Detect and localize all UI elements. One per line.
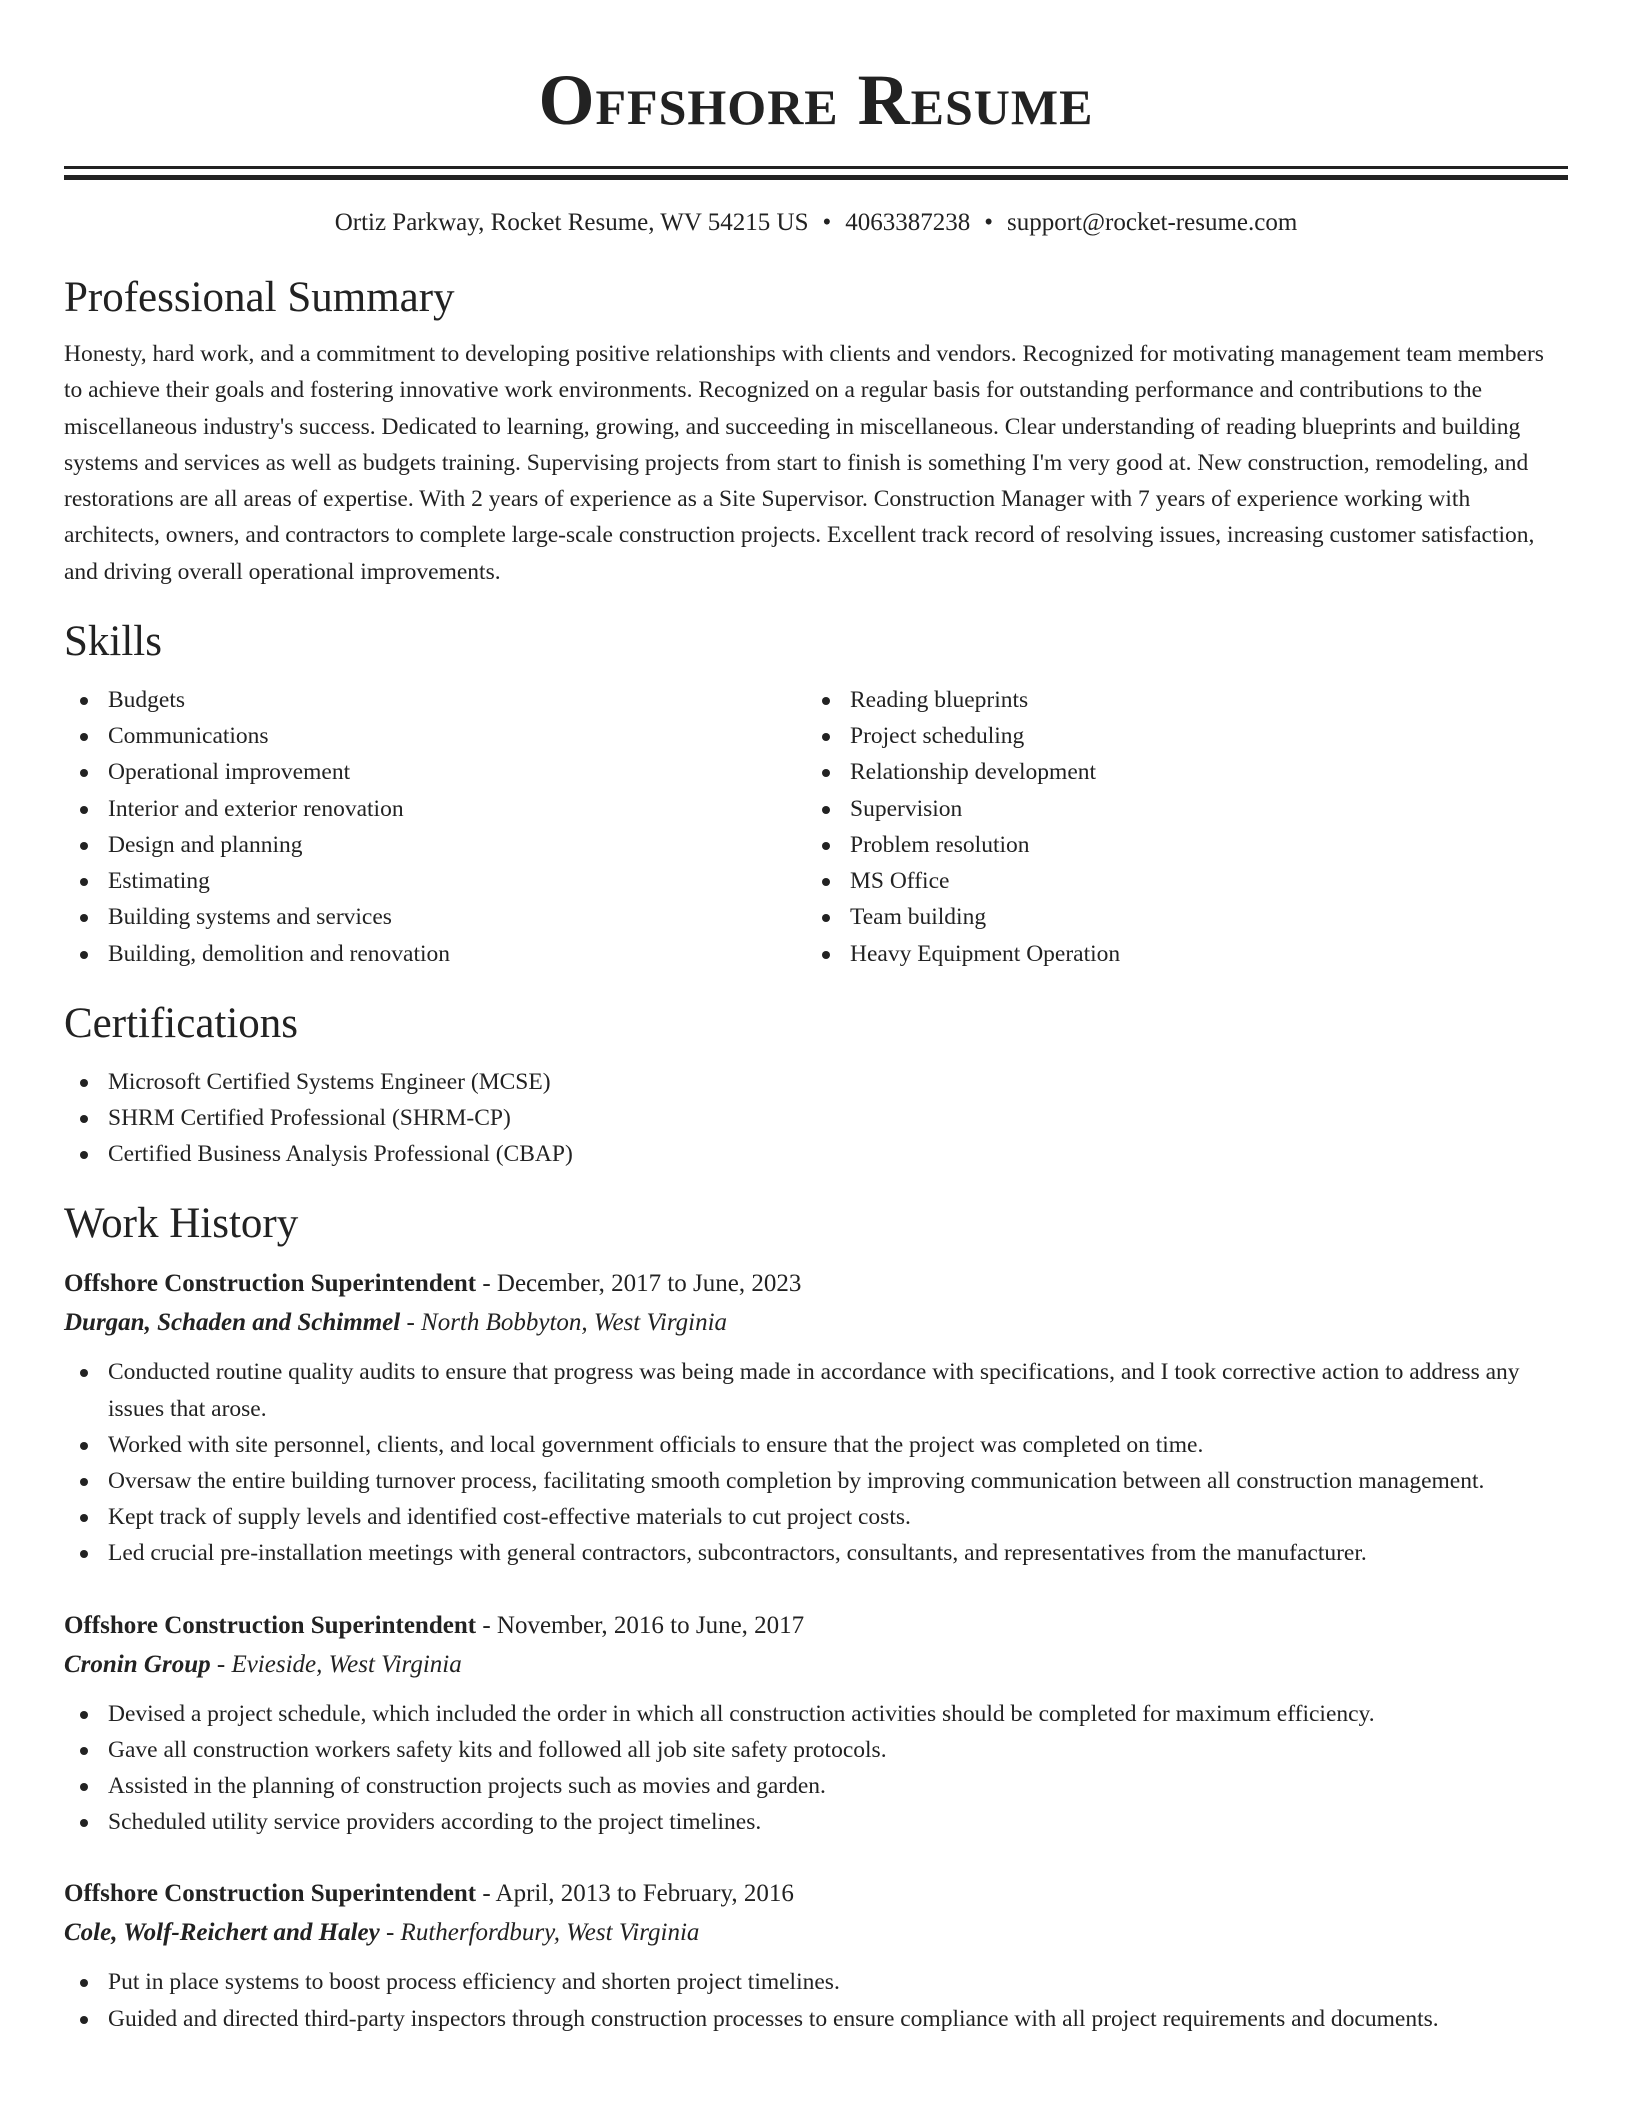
- job-bullet: Put in place systems to boost process efficiency and shorten project timelines.: [64, 1964, 1568, 2000]
- job-header: [64, 1874, 1568, 1914]
- job-title: Offshore Construction Superintendent: [64, 1270, 477, 1298]
- skill-item: Supervision: [806, 791, 1548, 827]
- contact-phone: 4063387238: [845, 209, 971, 236]
- job-location: North Bobbyton, West Virginia: [421, 1309, 728, 1337]
- job-company-line: [64, 1646, 1568, 1684]
- skill-item: Project scheduling: [806, 718, 1548, 754]
- job-entry: [64, 1264, 1568, 1571]
- job-dash: -: [379, 1919, 401, 1947]
- certifications-list: [64, 1064, 1568, 1173]
- skill-item: Estimating: [64, 863, 806, 899]
- job-dates: April, 2013 to February, 2016: [495, 1880, 794, 1908]
- skills-list-right: [806, 682, 1548, 972]
- header-divider-thick: [64, 175, 1568, 180]
- skill-item: Reading blueprints: [806, 682, 1548, 718]
- summary-text: Honesty, hard work, and a commitment to developing positive relationships with clients and vendors. Recognized for motivating management team members to achieve their goals and fostering innovative work environments. Recognized on a regular basis for outstanding performance and contributions to the miscellaneous industry's success. Dedicated to learning, growing, and succeeding in miscellaneous. Clear understanding of reading blueprints and building systems and services as well as budgets training. Supervising projects from start to finish is something I'm very good at. New construction, remodeling, and restorations are all areas of expertise. With 2 years of experience as a Site Supervisor. Construction Manager with 7 years of experience working with architects, owners, and contractors to complete large-scale construction projects. Excellent track record of resolving issues, increasing customer satisfaction, and driving overall operational improvements.: [64, 341, 1544, 585]
- job-location: Rutherfordbury, West Virginia: [400, 1919, 700, 1947]
- contact-line: [64, 206, 1568, 240]
- skill-item: MS Office: [806, 863, 1548, 899]
- skill-item: Relationship development: [806, 754, 1548, 790]
- skill-item: Building, demolition and renovation: [64, 936, 806, 972]
- job-bullet: Guided and directed third-party inspectors through construction processes to ensure compliance with all project requirements and documents.: [64, 2001, 1568, 2037]
- job-header: [64, 1264, 1568, 1304]
- skill-item: Budgets: [64, 682, 806, 718]
- skill-item: Problem resolution: [806, 827, 1548, 863]
- job-company: Durgan, Schaden and Schimmel: [64, 1309, 401, 1337]
- job-header: [64, 1606, 1568, 1646]
- skill-item: Operational improvement: [64, 754, 806, 790]
- certification-item: Certified Business Analysis Professional (CBAP): [64, 1136, 1568, 1172]
- skill-item: Team building: [806, 899, 1548, 935]
- summary-heading: Professional Summary: [64, 274, 455, 321]
- job-bullet: Kept track of supply levels and identified cost-effective materials to cut project costs.: [64, 1499, 1568, 1535]
- skill-item: Interior and exterior renovation: [64, 791, 806, 827]
- job-company: Cronin Group: [64, 1650, 211, 1678]
- job-company-line: [64, 1304, 1568, 1342]
- job-dash: -: [400, 1309, 422, 1337]
- job-company-line: [64, 1914, 1568, 1952]
- job-bullets: [64, 1964, 1568, 2036]
- contact-email: support@rocket-resume.com: [1007, 209, 1298, 236]
- job-entry: [64, 1606, 1568, 1841]
- job-bullet: Oversaw the entire building turnover process, facilitating smooth completion by improving communication between all construction management.: [64, 1463, 1568, 1499]
- header-divider: [64, 166, 1568, 169]
- job-bullets: [64, 1696, 1568, 1841]
- skills-heading: Skills: [64, 618, 162, 666]
- job-dash: -: [210, 1650, 232, 1678]
- job-bullet: Conducted routine quality audits to ensure that progress was being made in accordance with specifications, and I took corrective action to address any issues that arose.: [64, 1354, 1568, 1426]
- job-title: Offshore Construction Superintendent: [64, 1880, 477, 1908]
- skill-item: Building systems and services: [64, 899, 806, 935]
- job-bullet: Assisted in the planning of construction projects such as movies and garden.: [64, 1768, 1568, 1804]
- job-dates: December, 2017 to June, 2023: [496, 1270, 802, 1298]
- contact-address: Ortiz Parkway, Rocket Resume, WV 54215 US: [334, 209, 809, 236]
- job-dash: -: [476, 1611, 497, 1639]
- job-bullet: Scheduled utility service providers according to the project timelines.: [64, 1804, 1568, 1840]
- certification-item: Microsoft Certified Systems Engineer (MCSE): [64, 1064, 1568, 1100]
- job-location: Evieside, West Virginia: [231, 1650, 462, 1678]
- job-title: Offshore Construction Superintendent: [64, 1611, 477, 1639]
- resume-name: Offshore Resume: [538, 60, 1094, 140]
- job-bullets: [64, 1354, 1568, 1571]
- job-entry: [64, 1874, 1568, 2036]
- job-bullet: Gave all construction workers safety kits and followed all job site safety protocols.: [64, 1732, 1568, 1768]
- contact-separator: •: [984, 209, 993, 236]
- job-dash: -: [476, 1270, 497, 1298]
- skills-list-left: [64, 682, 806, 972]
- job-dash: -: [476, 1880, 496, 1908]
- job-bullet: Led crucial pre-installation meetings with general contractors, subcontractors, consultants, and representatives from the manufacturer.: [64, 1535, 1568, 1571]
- certification-item: SHRM Certified Professional (SHRM-CP): [64, 1100, 1568, 1136]
- job-company: Cole, Wolf-Reichert and Haley: [64, 1919, 380, 1947]
- contact-separator: •: [822, 209, 832, 236]
- skills-columns: [64, 682, 1568, 972]
- skill-item: Heavy Equipment Operation: [806, 936, 1548, 972]
- job-bullet: Worked with site personnel, clients, and local government officials to ensure that the project was completed on time.: [64, 1427, 1568, 1463]
- skill-item: Design and planning: [64, 827, 806, 863]
- work-history-heading: Work History: [64, 1200, 299, 1248]
- certifications-heading: Certifications: [64, 999, 299, 1047]
- job-dates: November, 2016 to June, 2017: [496, 1611, 805, 1639]
- skill-item: Communications: [64, 718, 806, 754]
- job-bullet: Devised a project schedule, which included the order in which all construction activities should be completed for maximum efficiency.: [64, 1696, 1568, 1732]
